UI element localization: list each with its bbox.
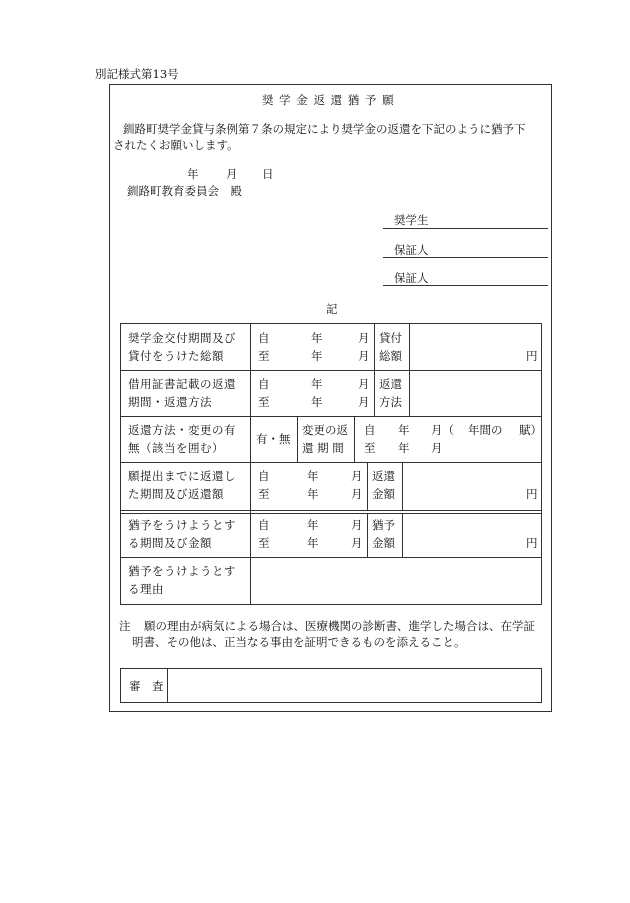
row4-label-2: た期間及び返還額 <box>128 487 224 501</box>
date-month: 月 <box>226 167 238 181</box>
row4-yen: 円 <box>526 487 538 501</box>
student-signature-line[interactable] <box>383 228 548 229</box>
review-label: 審 査 <box>129 679 164 693</box>
row6-label-1: 猶予をうけようとす <box>128 564 236 578</box>
row2-label-1: 借用証書記載の返還 <box>128 377 236 391</box>
form-number: 別記様式第13号 <box>95 67 179 81</box>
row1-label-2: 貸付をうけた総額 <box>128 349 224 363</box>
row1-yen: 円 <box>526 349 538 363</box>
row2-label-2: 期間・返還方法 <box>128 395 212 409</box>
reason-field[interactable] <box>251 558 541 604</box>
row3-label-1: 返還方法・変更の有 <box>128 423 236 437</box>
row6-label-2: る理由 <box>128 582 164 596</box>
student-label: 奨学生 <box>394 213 429 227</box>
row5-label-1: 猶予をうけようとす <box>128 518 236 532</box>
note-line-1: 願の理由が病気による場合は、医療機関の診断書、進学した場合は、在学証 <box>144 619 535 633</box>
review-field[interactable] <box>168 669 541 702</box>
date-day: 日 <box>262 167 274 181</box>
ki-heading: 記 <box>326 302 338 316</box>
row3-label-2: 無（該当を囲む） <box>128 441 224 455</box>
body-line-2: されたくお願いします。 <box>113 138 239 152</box>
detail-table: 奨学金交付期間及び 貸付をうけた総額 自 年 月 至 年 月 貸付 総額 円 借用証書記載の返還 期間・返還方法 自 年 月 至 年 月 返還 方法 返還方法・変更の有 無（該当を囲む） 有・無 変更の返 還 期 間 自 年 月（ 年間の 賦） 至 年 月 願提出までに返還し た期間及び返還額 自 年 月 至 年 月 返還 金額 円 猶予をうけようとす る期間及び金額 自 年 月 至 年 月 猶予 金額 円 猶予をうけようとす る理由 <box>120 323 542 605</box>
row4-label-1: 願提出までに返還し <box>128 469 236 483</box>
guarantor2-signature-line[interactable] <box>383 285 548 286</box>
form-title: 奨 学 金 返 還 猶 予 願 <box>262 93 395 107</box>
change-choice[interactable]: 有・無 <box>256 432 291 446</box>
note-mark: 注 <box>119 619 131 633</box>
body-line-1: 釧路町奨学金貸与条例第７条の規定により奨学金の返還を下記のように猶予下 <box>123 122 526 136</box>
date-year: 年 <box>187 167 199 181</box>
review-box <box>120 668 542 703</box>
note-line-2: 明書、その他は、正当なる事由を証明できるものを添えること。 <box>132 635 466 649</box>
guarantor2-label: 保証人 <box>394 271 429 285</box>
row5-label-2: る期間及び金額 <box>128 536 212 550</box>
guarantor1-signature-line[interactable] <box>383 257 548 258</box>
row1-label-1: 奨学金交付期間及び <box>128 331 236 345</box>
guarantor1-label: 保証人 <box>394 243 429 257</box>
addressee: 釧路町教育委員会 殿 <box>127 184 242 198</box>
row5-yen: 円 <box>526 536 538 550</box>
